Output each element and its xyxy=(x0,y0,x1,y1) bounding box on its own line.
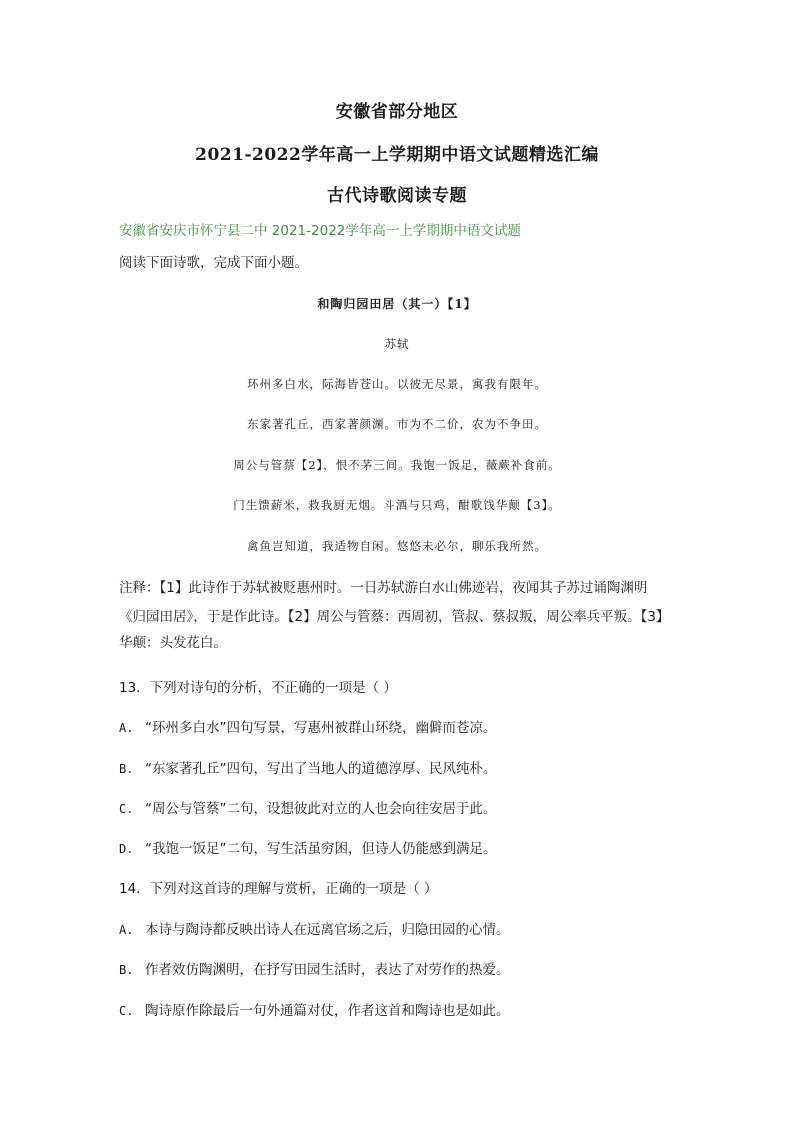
poem-author: 苏轼 xyxy=(384,337,410,351)
option-text: 本诗与陶诗都反映出诗人在远离官场之后，归隐田园的心情。 xyxy=(145,922,510,938)
option-text: “周公与管蔡”二句，设想彼此对立的人也会向往安居于此。 xyxy=(145,801,497,817)
option-label: B. xyxy=(119,963,134,977)
poem-title: 和陶归园田居（其一）【1】 xyxy=(317,297,477,311)
option-label: C. xyxy=(119,1004,134,1018)
doc-title-main: 2021-2022学年高一上学期期中语文试题精选汇编 xyxy=(195,145,599,165)
notes-line: 《归园田居》，于是作此诗。【2】周公与管蔡：西周初，管叔、蔡叔叛，周公率兵平叛。【3】 xyxy=(119,609,670,625)
option-text: 作者效仿陶渊明，在抒写田园生活时，表达了对劳作的热爱。 xyxy=(145,962,510,978)
poem-line: 环州多白水，际海皆苍山。以彼无尽景，寓我有限年。 xyxy=(247,377,547,391)
option-text: 陶诗原作除最后一句外通篇对仗，作者这首和陶诗也是如此。 xyxy=(145,1003,510,1019)
notes-line: 注释：【1】此诗作于苏轼被贬惠州时。一日苏轼游白水山佛迹岩，夜闻其子苏过诵陶渊明 xyxy=(119,580,648,596)
option-label: B. xyxy=(119,762,134,776)
option-label: A. xyxy=(119,721,134,735)
option-text: “环州多白水”四句写景，写惠州被群山环绕，幽僻而苍凉。 xyxy=(145,720,497,736)
doc-title-region: 安徽省部分地区 xyxy=(335,102,459,122)
question-13-stem: 13．下列对诗句的分析，不正确的一项是（ ） xyxy=(119,680,397,696)
option-label: C. xyxy=(119,802,134,816)
poem-line: 禽鱼岂知道，我适物自闲。悠悠未必尔，聊乐我所然。 xyxy=(247,539,547,553)
doc-title-topic: 古代诗歌阅读专题 xyxy=(327,186,467,206)
poem-line: 周公与管蔡【2】，恨不茅三间。我饱一饭足，薇蕨补食前。 xyxy=(233,458,561,472)
option-text: “东家著孔丘”四句，写出了当地人的道德淳厚、民风纯朴。 xyxy=(145,761,497,777)
poem-line: 门生馈薪米，救我厨无烟。斗酒与只鸡，酣歌饯华颠【3】。 xyxy=(233,498,561,512)
option-label: A. xyxy=(119,923,134,937)
question-13-option-c xyxy=(119,797,497,817)
poem-line: 东家著孔丘，西家著颜渊。市为不二价，农为不争田。 xyxy=(247,417,547,431)
notes-line: 华颠：头发花白。 xyxy=(119,635,227,651)
question-13-option-a xyxy=(119,716,497,736)
option-label: D. xyxy=(119,842,134,856)
question-14-option-c xyxy=(119,999,510,1019)
source-line: 安徽省安庆市怀宁县二中 2021-2022学年高一上学期期中语文试题 xyxy=(119,223,521,239)
question-14-option-b xyxy=(119,958,510,978)
question-13-option-d xyxy=(119,837,497,857)
question-14-option-a xyxy=(119,918,510,938)
question-13-option-b xyxy=(119,757,497,777)
option-text: “我饱一饭足”二句，写生活虽穷困，但诗人仍能感到满足。 xyxy=(145,841,497,857)
instruction-text: 阅读下面诗歌，完成下面小题。 xyxy=(119,255,308,271)
question-14-stem: 14．下列对这首诗的理解与赏析，正确的一项是（ ） xyxy=(119,881,438,897)
